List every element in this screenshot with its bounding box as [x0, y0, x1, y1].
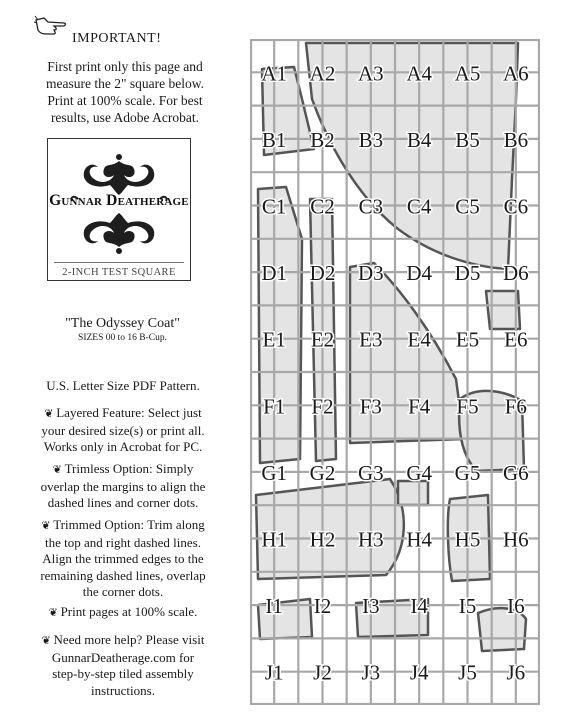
tile-label: H1 [261, 527, 288, 552]
tile-label: A4 [406, 61, 433, 86]
tile-label: C5 [455, 194, 480, 219]
square-divider [54, 262, 184, 263]
tile-label: I3 [362, 594, 380, 619]
tile-label: A2 [309, 61, 336, 86]
tile-label: F4 [408, 394, 431, 419]
tile-label: E4 [407, 327, 431, 352]
tile-label: C4 [406, 194, 432, 219]
note-layered-feature: ❦ Layered Feature: Select just your desired size(s) or print all. Works only in Acrobat for PC. [41, 405, 205, 454]
tile-label: F3 [359, 394, 382, 419]
brand-name: Gunnar Deatherage [49, 192, 189, 209]
tile-label: G6 [502, 460, 529, 485]
tile-label: F5 [456, 394, 479, 419]
tile-label: I1 [265, 594, 283, 619]
tile-label: I5 [458, 594, 477, 619]
tile-label: D2 [309, 261, 336, 286]
tile-label: A5 [454, 61, 481, 86]
tile-label: H6 [502, 527, 529, 552]
note-trimless-option: ❦ Trimless Option: Simply overlap the margins to align the dashed lines and corner dots. [40, 461, 206, 510]
tile-label: E6 [504, 327, 528, 352]
tile-label: E3 [359, 327, 383, 352]
pointing-hand-icon [34, 14, 70, 38]
tile-label: C6 [503, 194, 529, 219]
tile-label: F6 [504, 394, 527, 419]
note-letter-size: U.S. Letter Size PDF Pattern. [46, 378, 200, 393]
tile-label: A1 [261, 61, 288, 86]
fleuron-bullet-icon: ❦ [41, 520, 54, 532]
tile-label: B2 [310, 127, 335, 152]
tile-label: I4 [410, 594, 428, 619]
test-square-label: 2-INCH TEST SQUARE [62, 267, 176, 278]
tile-label: G2 [309, 460, 336, 485]
tile-label: G4 [406, 460, 433, 485]
tile-label: H4 [406, 527, 433, 552]
tile-label: C3 [358, 194, 384, 219]
test-square [47, 138, 191, 281]
tile-label: I2 [313, 594, 332, 619]
fleuron-bullet-icon: ❦ [52, 464, 65, 476]
tile-label: D3 [357, 261, 384, 286]
tile-label: B3 [358, 127, 384, 152]
tile-label: H2 [309, 527, 336, 552]
fleuron-bullet-icon: ❦ [41, 635, 54, 647]
tile-label: E2 [310, 327, 335, 352]
tile-label: E1 [262, 327, 286, 352]
tile-label: J2 [313, 660, 332, 685]
tile-label: H5 [454, 527, 481, 552]
tile-label: F1 [263, 394, 286, 419]
tile-label: J5 [458, 660, 477, 685]
print-instructions: First print only this page and measure the 2" square below. Print at 100% scale. For best results, use Adobe Acrobat. [46, 59, 204, 125]
tile-label: H3 [357, 527, 384, 552]
fleuron-bullet-icon: ❦ [48, 607, 61, 619]
tile-label: B1 [261, 127, 287, 152]
pattern-sizes: SIZES 00 to 16 B-Cup. [78, 333, 167, 343]
tile-label: D5 [454, 261, 481, 286]
tile-label: B5 [455, 127, 480, 152]
tile-grid [250, 39, 540, 705]
important-heading: IMPORTANT! [72, 31, 162, 46]
fleuron-bullet-icon: ❦ [44, 408, 57, 420]
pattern-title: "The Odyssey Coat" [65, 316, 180, 331]
tile-label: J3 [361, 660, 381, 685]
tile-label: F2 [311, 394, 334, 419]
grid-lines [250, 39, 540, 705]
tile-label: I6 [507, 594, 525, 619]
tile-label: C1 [261, 194, 287, 219]
piece-front-strip [258, 187, 302, 463]
tile-label: D6 [502, 261, 529, 286]
tile-label: G1 [261, 460, 288, 485]
tile-label: G5 [454, 460, 481, 485]
tile-label: C2 [310, 194, 335, 219]
tile-label: A3 [357, 61, 384, 86]
tile-label: G3 [357, 460, 384, 485]
tile-label: D4 [406, 261, 433, 286]
tile-label: E5 [455, 327, 480, 352]
note-trimmed-option: ❦ Trimmed Option: Trim along the top and right dashed lines. Align the trimmed edges to the remaining dashed lines, overlap the corner dots. [40, 517, 206, 599]
instruction-panel [0, 0, 245, 719]
tile-label: J6 [506, 660, 526, 685]
tile-label: D1 [261, 261, 288, 286]
note-more-help: ❦ Need more help? Please visit GunnarDeatherage.com for step-by-step tiled assembly instructions. [41, 632, 205, 698]
tile-label: B4 [406, 127, 432, 152]
pattern-pieces [256, 43, 526, 651]
tile-label: J1 [264, 660, 284, 685]
note-print-scale: ❦ Print pages at 100% scale. [48, 604, 198, 619]
tile-label: J4 [409, 660, 429, 685]
tile-label: A6 [502, 61, 529, 86]
tile-label: B6 [503, 127, 529, 152]
